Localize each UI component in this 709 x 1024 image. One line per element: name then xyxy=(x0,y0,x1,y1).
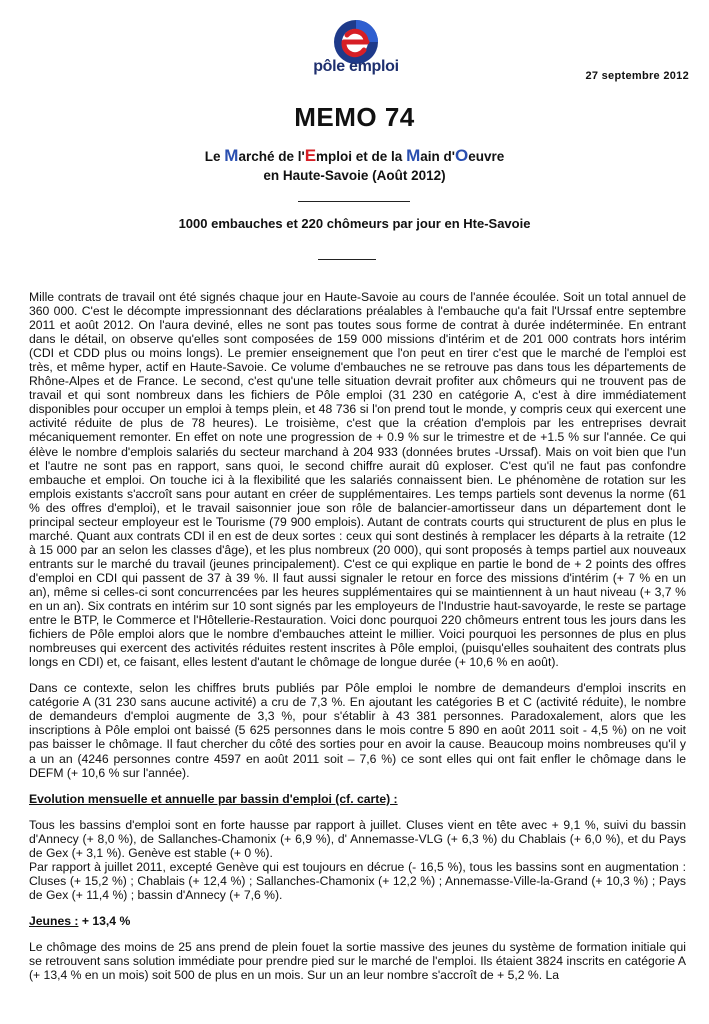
document-body xyxy=(29,290,686,982)
brand-name: pôle emploi xyxy=(313,58,399,75)
title-capital-m2: M xyxy=(406,146,421,165)
title-line-2: en Haute-Savoie (Août 2012) xyxy=(263,168,446,183)
title-capital-m: M xyxy=(224,146,239,165)
section-heading-jeunes: Jeunes : + 13,4 % xyxy=(29,913,131,928)
subtitle-divider xyxy=(318,259,376,260)
body-paragraph: Tous les bassins d'emploi sont en forte hausse par rapport à juillet. Cluses vient en tête avec + 9,1 %, suivi du bassin d'Annecy (+ 8,0 %), de Sallanches-Chamonix (+ 6,9 %), d' Annemasse-VLG (+ 6,3 %) du Chablais (+ 6,0 %), et du Pays de Gex (+ 3,1 %). Genève est stable (+ 0 %). xyxy=(29,817,686,860)
section-heading: Evolution mensuelle et annuelle par bassin d'emploi (cf. carte) : xyxy=(29,791,398,806)
body-paragraph: Le chômage des moins de 25 ans prend de plein fouet la sortie massive des jeunes du système de formation initiale qui se retrouvent sans solution immédiate pour prendre pied sur le marché de l'emploi. Ils étaient 3824 inscrits en catégorie A (+ 13,4 % en un mois) soit 500 de plus en un mois. Sur un an leur nombre s'accroît de + 5,2 %. La xyxy=(29,939,686,983)
title-divider xyxy=(298,201,410,202)
body-paragraph: Dans ce contexte, selon les chiffres bruts publiés par Pôle emploi le nombre de demandeurs d'emploi inscrits en catégorie A (31 230 sans aucune activité) a cru de 7,3 %. En ajoutant les catégories B et C (activité réduite), le nombre de demandeurs d'emploi augmente de 3,3 %, pour s'établir à 43 381 personnes. Paradoxalement, alors que les inscriptions à Pôle emploi ont baissé (5 625 personnes dans le mois contre 5 890 en août 2011 soit - 4,5 %) on ne voit pas baisser le chômage. Il faut chercher du côté des sorties pour en avoir la cause. Beaucoup moins nombreuses qu'il y a un an (4246 personnes contre 4597 en août 2011 soit – 7,6 %) ce sont elles qui ont fait enfler le chômage dans le DEFM (+ 10,6 % sur l'année). xyxy=(29,681,686,780)
title-capital-e: E xyxy=(304,146,317,165)
memo-heading: MEMO 74 xyxy=(294,102,415,132)
body-paragraph: Mille contrats de travail ont été signés chaque jour en Haute-Savoie au cours de l'année écoulée. Soit un total annuel de 360 000. C'est le décompte impressionnant des déclarations préalables à l'embauche qu'a fait l'Urssaf entre septembre 2011 et août 2012. On l'aura deviné, elles ne sont pas toutes sous forme de contrat à durée indéterminée. En entrant dans le détail, on observe qu'elles sont composées de 159 000 missions d'intérim et de 201 000 contrats hors intérim (CDI et CDD plus ou moins longs). Le premier enseignement que l'on peut en tirer c'est que le marché de l'emploi est très, et même hyper, actif en Haute-Savoie. Ce volume d'embauches ne se retrouve pas dans tous les départements de Rhône-Alpes et de France. Le second, c'est qu'une telle situation devrait profiter aux chômeurs qui ne trouvent pas de travail et qui sont nombreux dans les fichiers de Pôle emploi (31 230 en catégorie A, c'est à dire immédiatement disponibles pour occuper un emploi à temps plein, et 48 736 si l'on prend tout le monde, y compris ceux qui exercent une activité réduite de plus de 78 heures). Le troisième, c'est que la création d'emplois par les entreprises devrait mécaniquement remonter. En effet on note une progression de + 0.9 % sur le trimestre et de +1.5 % sur l'année. Ce qui élève le nombre d'emplois salariés du secteur marchand à 204 933 (données brutes -Urssaf). Mais on voit bien que l'un et l'autre ne sont pas en rapport, sans quoi, le second chiffre aurait dû exploser. C'est qu'il ne faut pas confondre embauche et emploi. On touche ici à la flexibilité que les salariés connaissent bien. Le phénomène de rotation sur les emplois existants s'accroît sans pour autant en créer de supplémentaires. Les temps partiels sont devenus la norme (61 % des offres d'emploi), et le travail saisonnier joue son rôle de balancier-amortisseur dans un département dont le principal secteur employeur est le Tourisme (79 900 emplois). Autant de contrats courts qui structurent de plus en plus le marché. Quant aux contrats CDI il en est de deux sortes : ceux qui sont destinés à remplacer les départs à la retraite (12 à 15 000 par an selon les classes d'âge), et les plus nombreux (20 000), qui sont proposés à temps partiel aux nouveaux entrants sur le marché du travail (jeunes principalement). C'est ce qui explique en partie le bond de + 2 points des offres d'emploi en CDI qui passent de 37 à 39 %. Il faut aussi signaler le retour en force des missions d'intérim (+ 7 % en un an), même si celles-ci sont concurrencées par les heures supplémentaires qui se maintiennent à un haut niveau (+ 3,7 % en un an). Six contrats en intérim sur 10 sont signés par les employeurs de l'Industrie haut-savoyarde, le reste se partage entre le BTP, le Commerce et l'Hôtellerie-Restauration. Voici donc pourquoi 220 chômeurs entrent tous les jours dans les fichiers de Pôle emploi alors que le nombre d'embauches atteint le millier. Voici pourquoi les personnes de plus en plus nombreuses qui exercent des activités réduites restent inscrites à Pôle emploi, (puisqu'elles souhaitent des contrats plus longs en CDI) et, ce faisant, elles lestent d'autant le chômage de longue durée (+ 10,6 % en août). xyxy=(29,290,686,670)
document-title xyxy=(0,146,709,185)
body-paragraph: Par rapport à juillet 2011, excepté Genève qui est toujours en décrue (- 16,5 %), tous les bassins sont en augmentation : Cluses (+ 15,2 %) ; Chablais (+ 12,4 %) ; Sallanches-Chamonix (+ 12,2 %) ; Annemasse-Ville-la-Grand (+ 10,3 %) ; Pays de Gex (+ 11,4 %) ; bassin d'Annecy (+ 7,6 %). xyxy=(29,859,686,902)
document-subtitle: 1000 embauches et 220 chômeurs par jour en Hte-Savoie xyxy=(178,216,531,231)
document-date: 27 septembre 2012 xyxy=(585,70,689,82)
title-line-1: Le Marché de l'Emploi et de la Main d'Oeuvre xyxy=(204,146,505,165)
title-capital-o: O xyxy=(454,146,469,165)
